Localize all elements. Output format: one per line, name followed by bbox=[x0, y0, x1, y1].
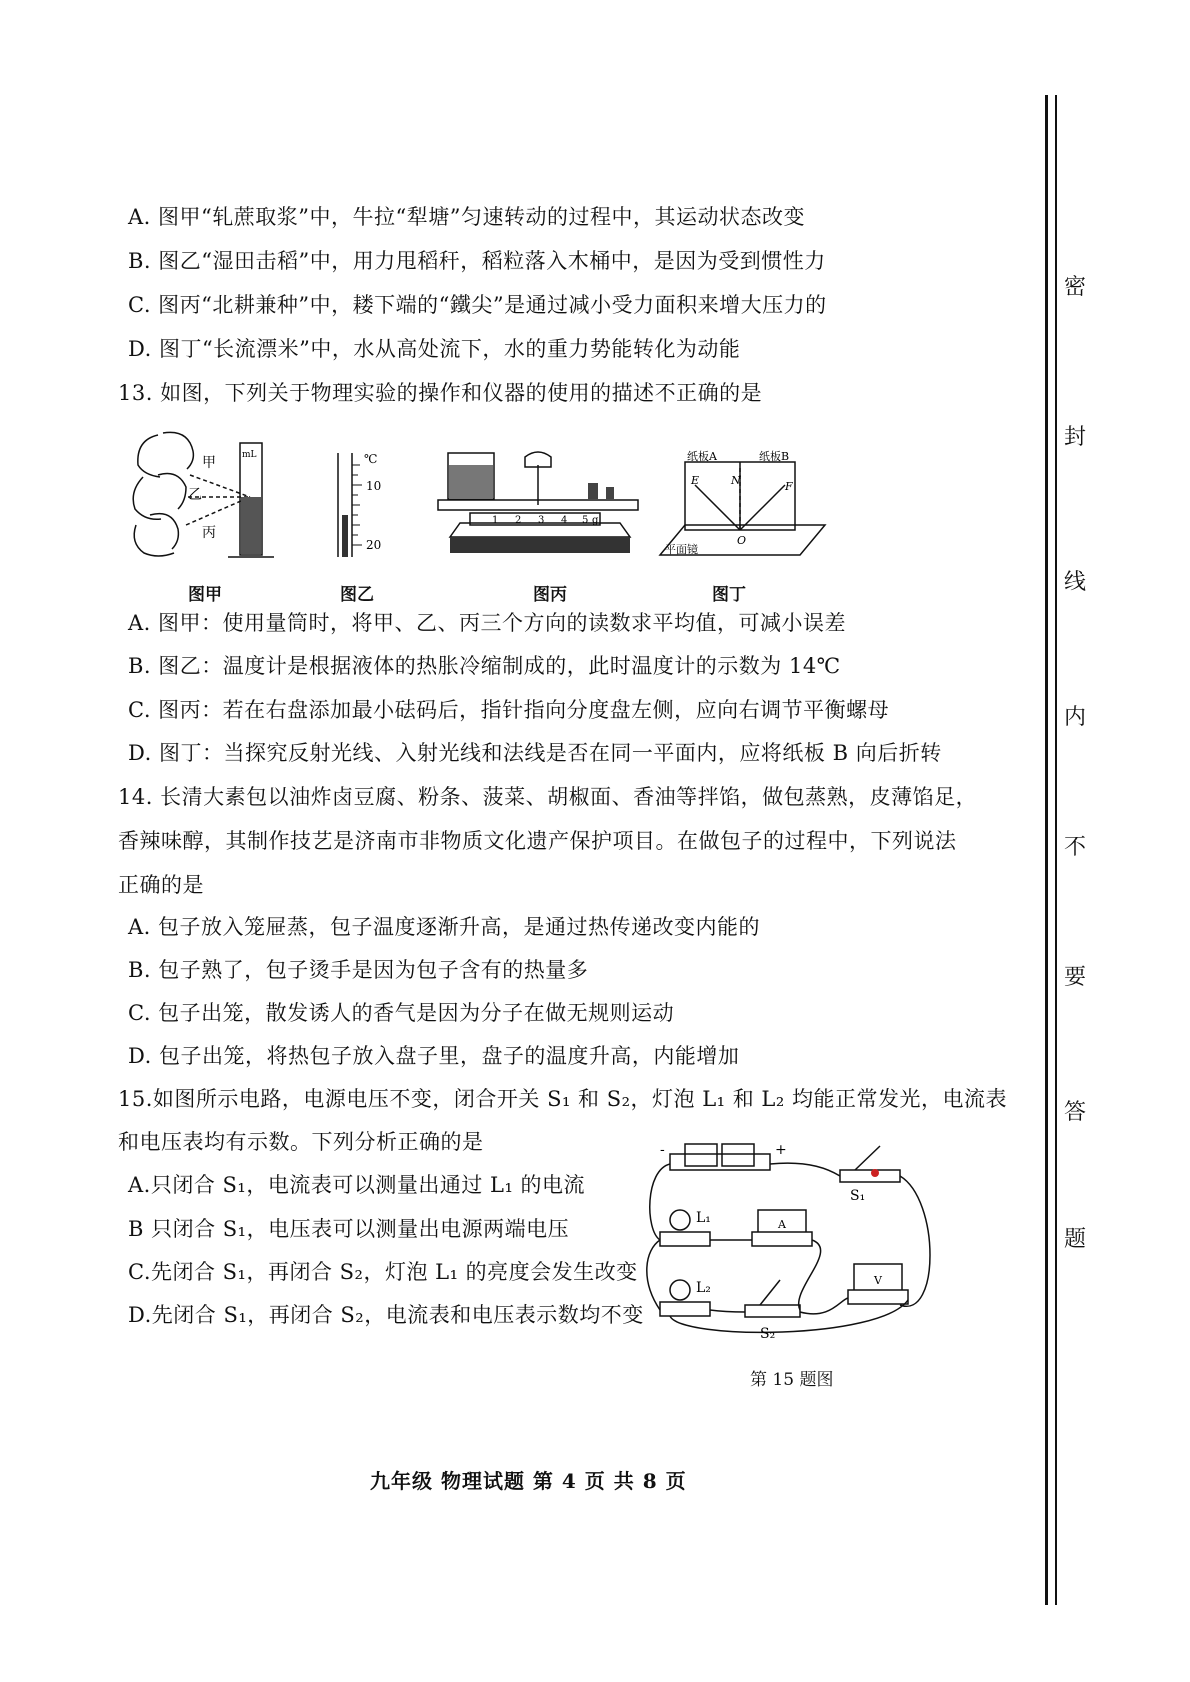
q15-option-a: A.只闭合 S₁，电流表可以测量出通过 L₁ 的电流 bbox=[128, 1173, 586, 1197]
q14-stem-line3: 正确的是 bbox=[118, 873, 204, 897]
mirror-label: 平面镜 bbox=[665, 543, 698, 556]
cylinder-unit: mL bbox=[242, 450, 257, 460]
lamp-l2-label: L₂ bbox=[696, 1280, 711, 1296]
q14-option-c: C. 包子出笼，散发诱人的香气是因为分子在做无规则运动 bbox=[128, 1001, 675, 1025]
seal-char-6: 要 bbox=[1063, 965, 1086, 990]
scale-tick-3: 3 bbox=[538, 515, 545, 526]
figure-jia-caption: 图甲 bbox=[188, 585, 222, 605]
figure-q15-circuit bbox=[640, 1140, 940, 1355]
figure-yi-thermometer bbox=[330, 445, 390, 570]
viewer-bing-label: 丙 bbox=[202, 525, 216, 541]
label-n: N bbox=[731, 474, 741, 487]
figure-yi-caption: 图乙 bbox=[340, 585, 374, 605]
scale-tick-4: 4 bbox=[561, 515, 568, 526]
q14-option-b: B. 包子熟了，包子烫手是因为包子含有的热量多 bbox=[128, 958, 589, 982]
q13-stem: 13. 如图，下列关于物理实验的操作和仪器的使用的描述不正确的是 bbox=[118, 381, 763, 405]
viewer-yi-label: 乙 bbox=[188, 487, 202, 503]
q15-option-c: C.先闭合 S₁，再闭合 S₂，灯泡 L₁ 的亮度会发生改变 bbox=[128, 1260, 638, 1284]
figure-bing-balance bbox=[430, 445, 645, 570]
q13-option-b: B. 图乙：温度计是根据液体的热胀冷缩制成的，此时温度计的示数为 14℃ bbox=[128, 654, 841, 678]
label-e: E bbox=[691, 474, 700, 487]
q13-option-d: D. 图丁：当探究反射光线、入射光线和法线是否在同一平面内，应将纸板 B 向后折转 bbox=[128, 741, 942, 765]
q14-option-a: A. 包子放入笼屉蒸，包子温度逐渐升高，是通过热传递改变内能的 bbox=[128, 915, 761, 939]
q13-option-a: A. 图甲：使用量筒时，将甲、乙、丙三个方向的读数求平均值，可减小误差 bbox=[128, 611, 847, 635]
figure-q15-caption: 第 15 题图 bbox=[750, 1370, 834, 1390]
board-b-label: 纸板B bbox=[759, 450, 790, 463]
q12-option-b: B. 图乙“湿田击稻”中，用力甩稻秆，稻粒落入木桶中，是因为受到惯性力 bbox=[128, 249, 826, 273]
q15-option-d: D.先闭合 S₁，再闭合 S₂，电流表和电压表示数均不变 bbox=[128, 1303, 644, 1327]
q14-option-d: D. 包子出笼，将热包子放入盘子里，盘子的温度升高，内能增加 bbox=[128, 1044, 740, 1068]
seal-char-2: 封 bbox=[1063, 425, 1086, 450]
q14-stem-line1: 14. 长清大素包以油炸卤豆腐、粉条、菠菜、胡椒面、香油等拌馅，做包蒸熟，皮薄馅足， bbox=[118, 785, 978, 809]
switch-s2-label: S₂ bbox=[760, 1326, 776, 1342]
q15-option-b: B 只闭合 S₁，电压表可以测量出电源两端电压 bbox=[128, 1217, 570, 1241]
q13-option-c: C. 图丙：若在右盘添加最小砝码后，指针指向分度盘左侧，应向右调节平衡螺母 bbox=[128, 698, 890, 722]
q12-option-a: A. 图甲“轧蔗取浆”中，牛拉“犁塘”匀速转动的过程中，其运动状态改变 bbox=[128, 205, 805, 229]
seal-char-5: 不 bbox=[1063, 835, 1086, 860]
seal-char-8: 题 bbox=[1063, 1227, 1086, 1252]
q15-stem-line2: 和电压表均有示数。下列分析正确的是 bbox=[118, 1130, 484, 1154]
label-o: O bbox=[737, 534, 747, 547]
q14-stem-line2: 香辣味醇，其制作技艺是济南市非物质文化遗产保护项目。在做包子的过程中，下列说法 bbox=[118, 829, 957, 853]
seal-char-4: 内 bbox=[1063, 705, 1086, 730]
q15-stem-line1: 15.如图所示电路，电源电压不变，闭合开关 S₁ 和 S₂，灯泡 L₁ 和 L₂ 均能正常发光，电流表 bbox=[118, 1087, 1007, 1111]
battery-plus: + bbox=[775, 1142, 787, 1158]
seal-char-1: 密 bbox=[1063, 275, 1086, 300]
figure-ding-caption: 图丁 bbox=[712, 585, 746, 605]
scale-tick-1: 1 bbox=[492, 515, 499, 526]
binding-line-inner bbox=[1055, 95, 1057, 1605]
scale-tick-5: 5 bbox=[582, 515, 589, 526]
switch-s1-label: S₁ bbox=[850, 1188, 866, 1204]
lamp-l1-label: L₁ bbox=[696, 1210, 711, 1226]
label-f: F bbox=[785, 480, 793, 493]
board-a-label: 纸板A bbox=[687, 450, 717, 463]
q12-option-c: C. 图丙“北耕兼种”中，耧下端的“鐵尖”是通过减小受力面积来增大压力的 bbox=[128, 293, 827, 317]
figure-jia-cylinder-reading bbox=[128, 425, 298, 575]
binding-line-outer bbox=[1045, 95, 1048, 1605]
thermo-tick-10: 10 bbox=[366, 479, 382, 493]
viewer-jia-label: 甲 bbox=[202, 455, 216, 471]
battery-minus: - bbox=[660, 1142, 665, 1158]
page-footer: 九年级 物理试题 第 4 页 共 8 页 bbox=[370, 1469, 687, 1493]
q12-option-d: D. 图丁“长流漂米”中，水从高处流下，水的重力势能转化为动能 bbox=[128, 337, 741, 361]
figure-ding-reflection bbox=[655, 450, 830, 565]
scale-tick-2: 2 bbox=[515, 515, 522, 526]
ammeter-label: A bbox=[778, 1218, 786, 1231]
seal-char-3: 线 bbox=[1063, 570, 1086, 595]
thermo-tick-20: 20 bbox=[366, 538, 382, 552]
seal-char-7: 答 bbox=[1063, 1100, 1086, 1125]
scale-unit: g bbox=[592, 515, 599, 526]
thermo-unit: ℃ bbox=[364, 452, 378, 466]
figure-bing-caption: 图丙 bbox=[533, 585, 567, 605]
voltmeter-label: V bbox=[874, 1274, 882, 1287]
